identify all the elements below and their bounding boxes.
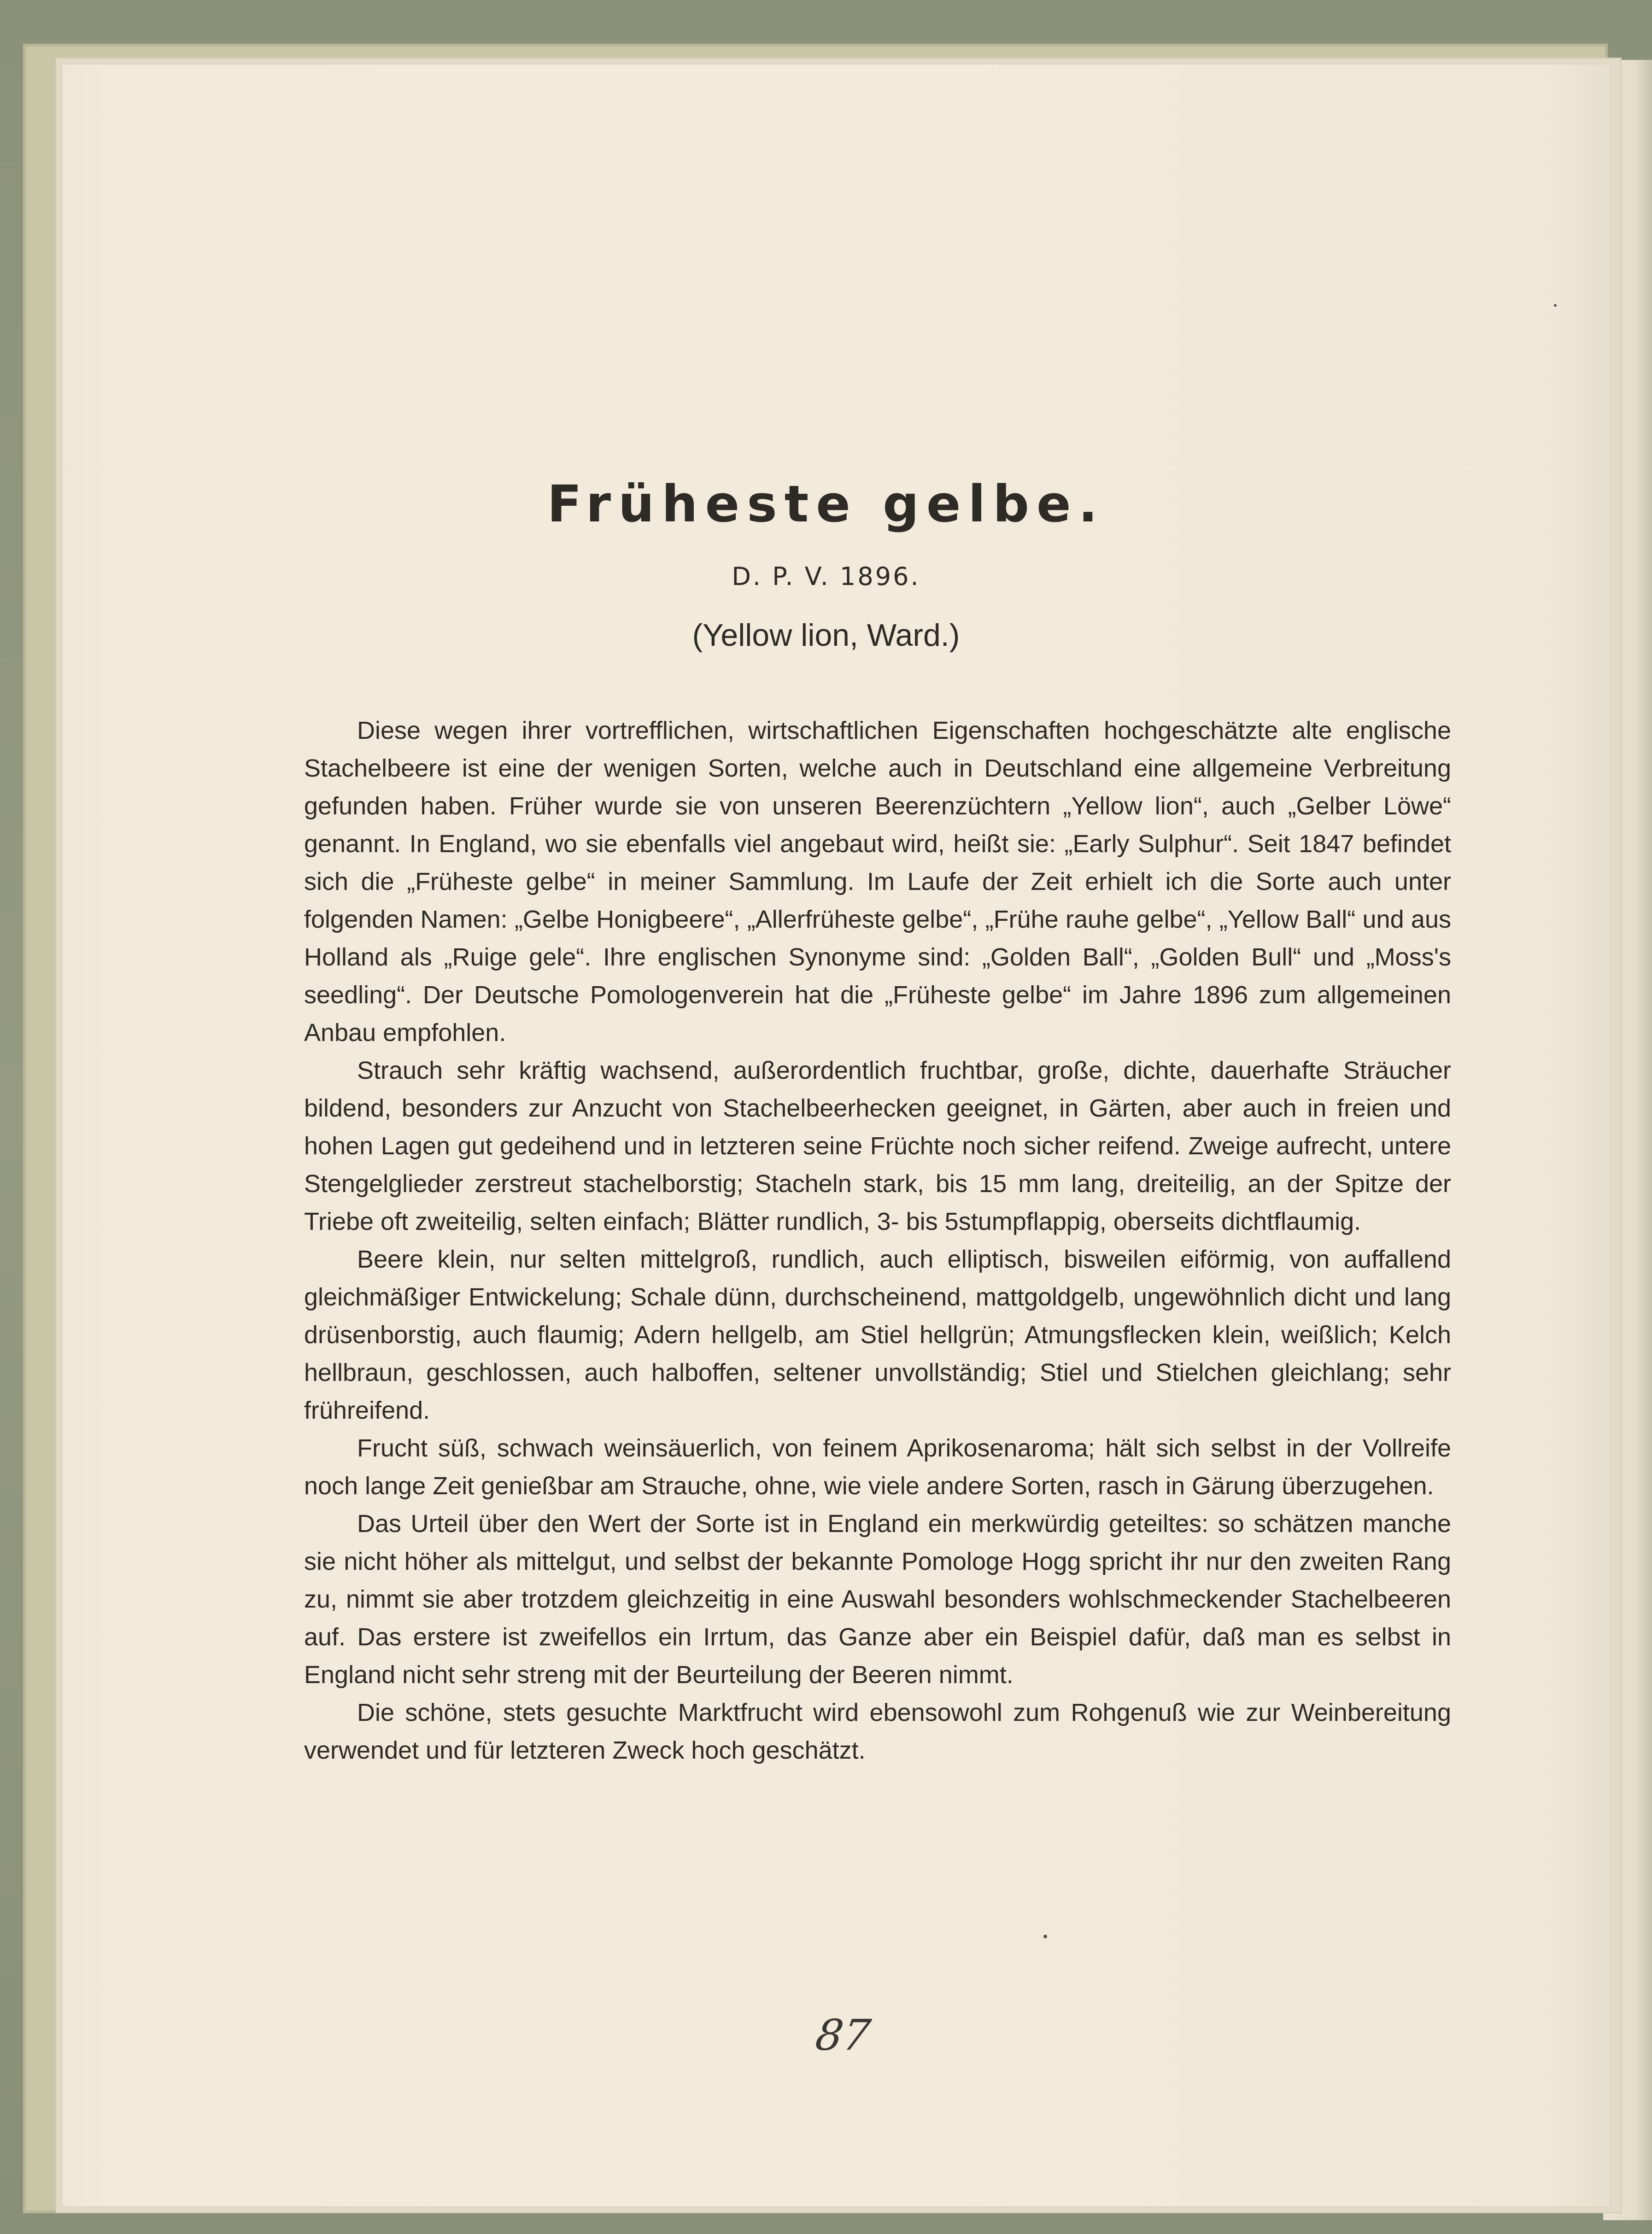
handwritten-page-number: 87 bbox=[812, 2011, 874, 2060]
paragraph-berry: Beere klein, nur selten mittelgroß, rundlich, auch elliptisch, bisweilen eiförmig, von auffallend gleichmäßiger Entwickelung; Schale dünn, durchscheinend, mattgoldgelb, ungewöhnlich dicht und lang drüsenborstig, auch flaumig; Adern hellgelb, am Stiel hellgrün; Atmungsflecken klein, weißlich; Kelch hellbraun, geschlossen, auch halboffen, seltener unvollständig; Stiel und Stielchen gleichlang; sehr frühreifend. bbox=[304, 1246, 1451, 1424]
paragraph-use: Die schöne, stets gesuchte Marktfrucht wird ebensowohl zum Rohgenuß wie zur Weinbereitung verwendet und für letzteren Zweck hoch geschätzt. bbox=[304, 1699, 1451, 1764]
paragraph-intro: Diese wegen ihrer vortrefflichen, wirtschaftlichen Eigenschaften hochgeschätzte alte englische Stachelbeere ist eine der wenigen Sorten, welche auch in Deutschland eine allgemeine Verbreitung gefunden haben. Früher wurde sie von unseren Beerenzüchtern „Yellow lion“, auch „Gelber Löwe“ genannt. In England, wo sie ebenfalls viel angebaut wird, heißt sie: „Early Sulphur“. Seit 1847 befindet sich die „Früheste gelbe“ in meiner Sammlung. Im Laufe der Zeit erhielt ich die Sorte auch unter folgenden Namen: „Gelbe Honigbeere“, „Allerfrüheste gelbe“, „Frühe rauhe gelbe“, „Yellow Ball“ und aus Holland als „Ruige gele“. Ihre englischen Synonyme sind: „Golden Ball“, „Golden Bull“ und „Moss's seedling“. Der Deutsche Pomologenverein hat die „Früheste gelbe“ im Jahre 1896 zum allgemeinen Anbau empfohlen. bbox=[304, 717, 1451, 1047]
paragraph-fruit: Frucht süß, schwach weinsäuerlich, von feinem Aprikosenaroma; hält sich selbst in der Vollreife noch lange Zeit genießbar am Strauche, ohne, wie viele andere Sorten, rasch in Gärung überzugehen. bbox=[304, 1434, 1451, 1500]
ink-speck bbox=[1043, 1935, 1047, 1938]
paragraph-shrub: Strauch sehr kräftig wachsend, außerordentlich fruchtbar, große, dichte, dauerhafte Sträucher bildend, besonders zur Anzucht von Stachelbeerhecken geeignet, in Gärten, aber auch in freien und hohen Lagen gut gedeihend und in letzteren seine Früchte noch sicher reifend. Zweige aufrecht, untere Stengelglieder zerstreut stachelborstig; Stacheln stark, bis 15 mm lang, dreiteilig, an der Spitze der Triebe oft zweiteilig, selten einfach; Blätter rundlich, 3- bis 5stumpflappig, oberseits dichtflaumig. bbox=[304, 1057, 1451, 1235]
society-year: D. P. V. 1896. bbox=[732, 562, 920, 591]
synonym-line: (Yellow lion, Ward.) bbox=[692, 618, 960, 653]
page-title: Früheste gelbe. bbox=[547, 474, 1105, 533]
ink-speck bbox=[1554, 304, 1557, 307]
body-text bbox=[304, 712, 1451, 1769]
paragraph-judgement: Das Urteil über den Wert der Sorte ist in England ein merkwürdig geteiltes: so schätzen manche sie nicht höher als mittelgut, und selbst der bekannte Pomologe Hogg spricht ihr nur den zweiten Rang zu, nimmt sie aber trotzdem gleichzeitig in eine Auswahl besonders wohlschmeckender Stachelbeeren auf. Das erstere ist zweifellos ein Irrtum, das Ganze aber ein Beispiel dafür, daß man es selbst in England nicht sehr streng mit der Beurteilung der Beeren nimmt. bbox=[304, 1510, 1451, 1689]
